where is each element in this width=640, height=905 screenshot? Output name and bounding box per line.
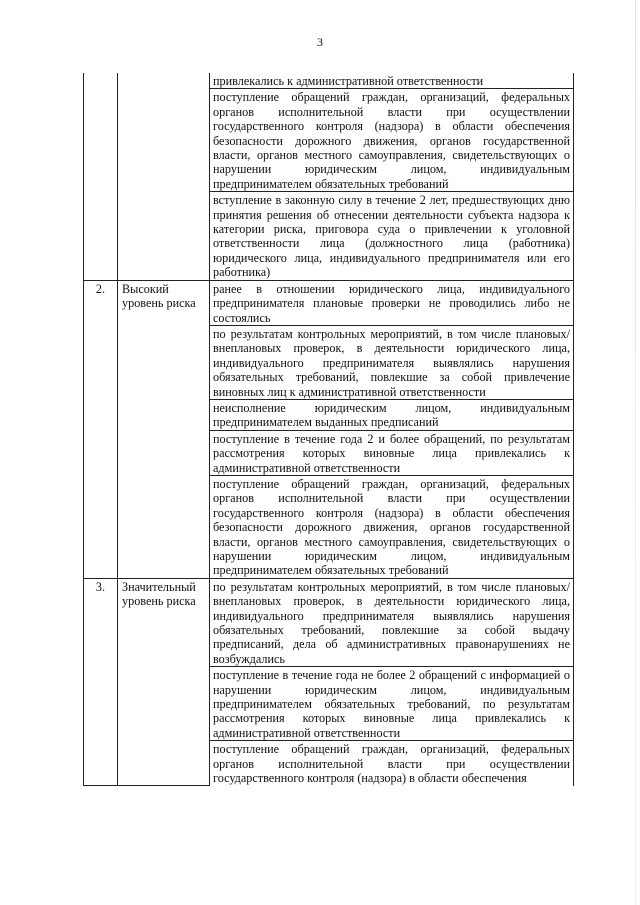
row-number-cell <box>84 73 118 280</box>
risk-criteria-table <box>83 73 574 786</box>
criterion-cell: поступление обращений граждан, организаций, федеральных органов исполнительной власти при осуществлении государственного контроля (надзора) в области обеспечения <box>210 741 574 786</box>
risk-level-cell: Высокий уровень риска <box>118 280 210 578</box>
criterion-cell: вступление в законную силу в течение 2 лет, предшествующих дню принятия решения об отнесении деятельности субъекта надзора к категории риска, приговора суда о привлечении к уголовной ответственности лица (должностного лица (работника) юридического лица, индивидуального предпринимателя или его работника) <box>210 192 574 280</box>
criterion-cell: поступление обращений граждан, организаций, федеральных органов исполнительной власти при осуществлении государственного контроля (надзора) в области обеспечения безопасности дорожного движения, органов государственной власти, органов местного самоуправления, свидетельствующих о нарушении юридическим лицом, индивидуальным предпринимателем обязательных требований <box>210 475 574 578</box>
criterion-cell: поступление в течение года не более 2 обращений с информацией о нарушении юридическим лицом, индивидуальным предпринимателем обязательных требований, по результатам рассмотрения которых виновные лица привлекались к административной ответственности <box>210 667 574 741</box>
table-row <box>84 73 574 89</box>
criterion-cell: поступление обращений граждан, организаций, федеральных органов исполнительной власти при осуществлении государственного контроля (надзора) в области обеспечения безопасности дорожного движения, органов государственной власти, органов местного самоуправления, свидетельствующих о нарушении юридическим лицом, индивидуальным предпринимателем обязательных требований <box>210 89 574 192</box>
criterion-cell: неисполнение юридическим лицом, индивидуальным предпринимателем выданных предписаний <box>210 399 574 430</box>
criterion-cell: ранее в отношении юридического лица, индивидуального предпринимателя плановые проверки не проводились либо не состоялись <box>210 280 574 325</box>
criterion-cell: по результатам контрольных мероприятий, в том числе плановых/внеплановых проверок, в деятельности юридического лица, индивидуального предпринимателя выявлялись нарушения обязательных требований, повлекшие за собой привлечение виновных лиц к административной ответственности <box>210 325 574 399</box>
criterion-cell: по результатам контрольных мероприятий, в том числе плановых/внеплановых проверок, в деятельности юридического лица, индивидуального предпринимателя выявлялись нарушения обязательных требований, повлекшие за собой выдачу предписаний, дела об административных правонарушениях не возбуждались <box>210 578 574 666</box>
scan-edge <box>635 0 636 905</box>
row-number-cell: 2. <box>84 280 118 578</box>
page-number: 3 <box>317 35 323 49</box>
table-row <box>84 578 574 666</box>
criterion-cell: поступление в течение года 2 и более обращений, по результатам рассмотрения которых виновные лица привлекались к административной ответственности <box>210 430 574 475</box>
criterion-cell: привлекались к административной ответственности <box>210 73 574 89</box>
table-row <box>84 280 574 325</box>
row-number-cell: 3. <box>84 578 118 785</box>
risk-level-cell: Значительный уровень риска <box>118 578 210 785</box>
risk-level-cell <box>118 73 210 280</box>
